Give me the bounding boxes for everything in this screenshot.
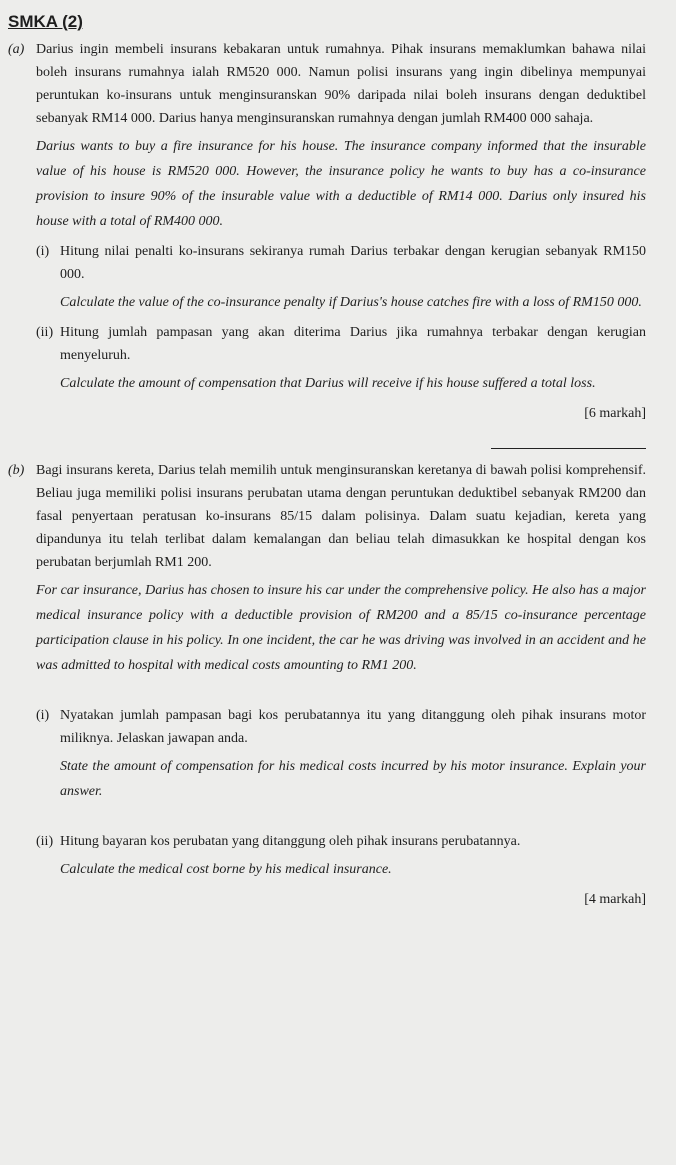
marks-b: [4 markah]: [584, 892, 646, 907]
question-a-ii: [36, 321, 646, 396]
sub-label: (ii): [36, 325, 54, 340]
sub-english: Calculate the medical cost borne by his medical insurance.: [60, 862, 392, 877]
question-b: [8, 459, 646, 908]
question-b-label: (b): [8, 463, 25, 478]
sub-english: Calculate the value of the co-insurance penalty if Darius's house catches fire with a loss of RM150 000.: [60, 295, 642, 310]
sub-english: Calculate the amount of compensation that Darius will receive if his house suffered a total loss.: [60, 376, 596, 391]
question-a-body: [36, 38, 646, 422]
sub-label: (i): [36, 244, 50, 259]
question-b-body: [36, 459, 646, 908]
page-title: SMKA (2): [8, 12, 83, 31]
marks-a: [6 markah]: [584, 406, 646, 421]
question-b-malay: Bagi insurans kereta, Darius telah memilih untuk menginsuranskan keretanya di bawah polisi komprehensif. Beliau juga memiliki polisi insurans perubatan utama dengan peruntukan deduktibel sebanyak RM200 dan fasal penyertaan peratusan ko-insurans 85/15 dalam polisinya. Dalam suatu kejadian, kereta yang dipandunya itu telah terlibat dalam kemalangan dan beliau telah dimasukkan ke hospital dengan kos perubatan berjumlah RM1 200.: [36, 463, 646, 570]
question-b-i: [36, 704, 646, 804]
sub-english: State the amount of compensation for his medical costs incurred by his motor insurance. Explain your answer.: [60, 759, 646, 799]
question-a-label: (a): [8, 42, 25, 57]
sub-malay: Hitung jumlah pampasan yang akan diterima Darius jika rumahnya terbakar dengan kerugian menyeluruh.: [60, 325, 646, 363]
sub-label: (ii): [36, 834, 54, 849]
question-a: [8, 38, 646, 422]
question-b-ii: [36, 830, 646, 882]
question-a-malay: Darius ingin membeli insurans kebakaran untuk rumahnya. Pihak insurans memaklumkan bahawa nilai boleh insurans rumahnya ialah RM520 000. Namun polisi insurans yang ingin dibelinya mempunyai peruntukan ko-insurans untuk menginsuranskan 90% daripada nilai boleh insurans dengan deduktibel sebanyak RM14 000. Darius hanya menginsuranskan rumahnya dengan jumlah RM400 000 sahaja.: [36, 42, 646, 126]
question-a-english: Darius wants to buy a fire insurance for his house. The insurance company informed that the insurable value of his house is RM520 000. However, the insurance policy he wants to buy has a co-insurance provision to insure 90% of the insurable value with a deductible of RM14 000. Darius only insured his house with a total of RM400 000.: [36, 139, 646, 229]
divider-line: [491, 448, 646, 449]
sub-malay: Hitung bayaran kos perubatan yang ditanggung oleh pihak insurans perubatannya.: [60, 834, 521, 849]
sub-label: (i): [36, 708, 50, 723]
sub-malay: Hitung nilai penalti ko-insurans sekiranya rumah Darius terbakar dengan kerugian sebanyak RM150 000.: [60, 244, 646, 282]
question-b-english: For car insurance, Darius has chosen to insure his car under the comprehensive policy. He also has a major medical insurance policy with a deductible provision of RM200 and a 85/15 co-insurance percentage participation clause in his policy. In one incident, the car he was driving was involved in an accident and he was admitted to hospital with medical costs amounting to RM1 200.: [36, 583, 646, 673]
sub-malay: Nyatakan jumlah pampasan bagi kos perubatannya itu yang ditanggung oleh pihak insurans motor miliknya. Jelaskan jawapan anda.: [60, 708, 646, 746]
question-a-i: [36, 240, 646, 315]
